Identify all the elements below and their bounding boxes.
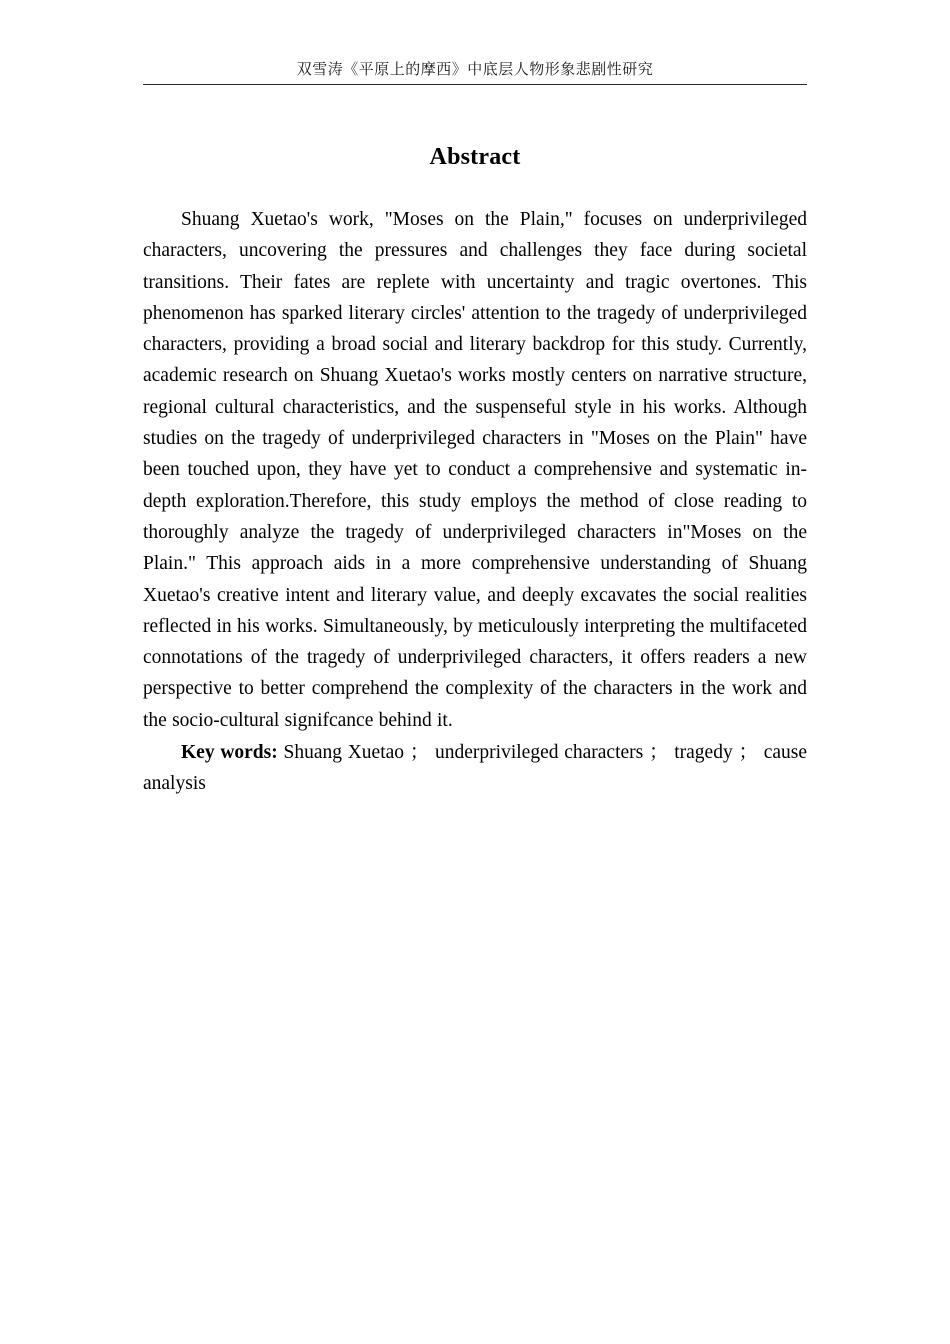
header-divider-rule	[143, 84, 807, 85]
keywords-values: Shuang Xuetao ； underprivileged characters ； tragedy ； cause analysis	[143, 742, 807, 795]
page-content	[143, 140, 807, 800]
keywords-label: Key words:	[181, 742, 284, 764]
keywords-line	[143, 737, 807, 800]
page-header	[143, 58, 807, 85]
running-header-title: 双雪涛《平原上的摩西》中底层人物形象悲剧性研究	[296, 60, 654, 78]
page-title: Abstract	[429, 144, 521, 170]
abstract-paragraph: Shuang Xuetao's work, "Moses on the Plain," focuses on underprivileged characters, uncovering the pressures and challenges they face during societal transitions. Their fates are replete with uncertainty and tragic overtones. This phenomenon has sparked literary circles' attention to the tragedy of underprivileged characters, providing a broad social and literary backdrop for this study. Currently, academic research on Shuang Xuetao's works mostly centers on narrative structure, regional cultural characteristics, and the suspenseful style in his works. Although studies on the tragedy of underprivileged characters in "Moses on the Plain" have been touched upon, they have yet to conduct a comprehensive and systematic in-depth exploration.Therefore, this study employs the method of close reading to thoroughly analyze the tragedy of underprivileged characters in"Moses on the Plain." This approach aids in a more comprehensive understanding of Shuang Xuetao's creative intent and literary value, and deeply excavates the social realities reflected in his works. Simultaneously, by meticulously interpreting the multifaceted connotations of the tragedy of underprivileged characters, it offers readers a new perspective to better comprehend the complexity of the characters in the work and the socio-cultural signifcance behind it.	[143, 209, 807, 731]
